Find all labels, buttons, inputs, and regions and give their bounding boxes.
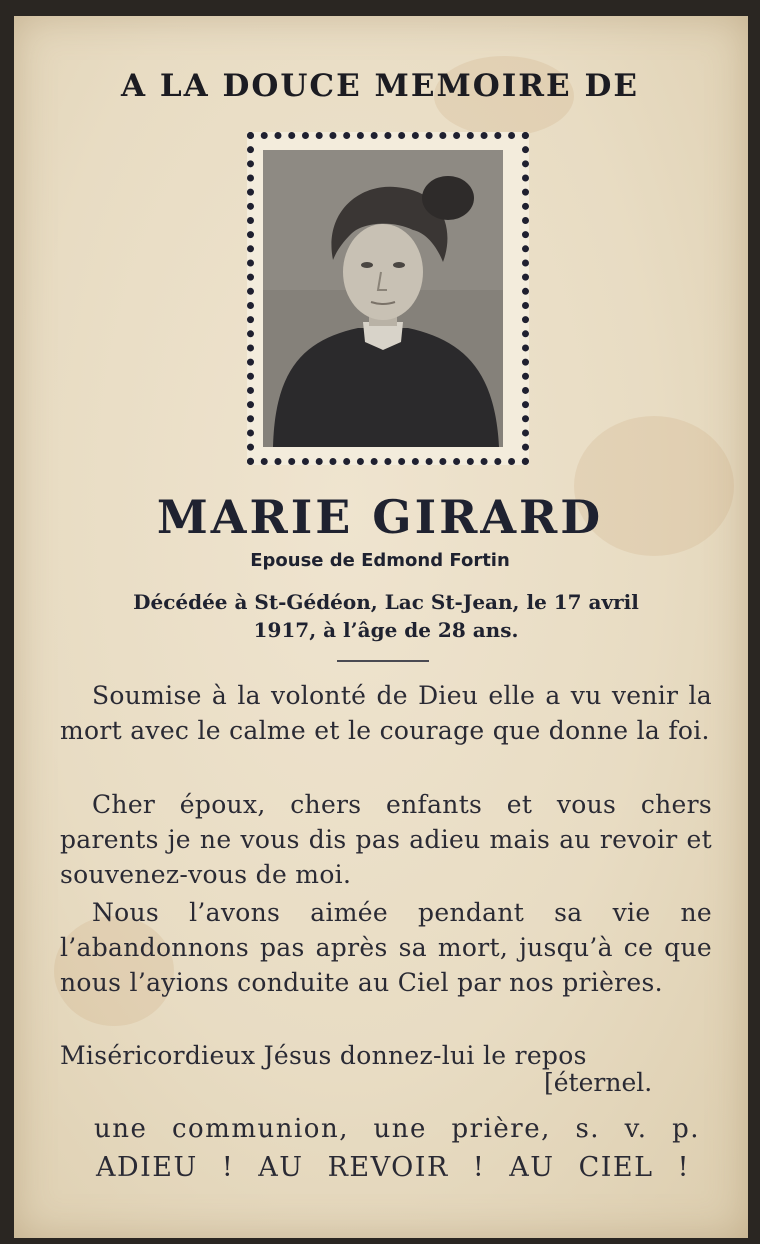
deceased-name: MARIE GIRARD: [156, 490, 604, 544]
request-line: une communion, une prière, s. v. p.: [94, 1114, 700, 1144]
death-line-1: Décédée à St-Gédéon, Lac St-Jean, le 17 avril: [133, 590, 639, 614]
portrait-photo: [263, 150, 503, 447]
death-details: [56, 588, 716, 644]
portrait-illustration: [263, 150, 503, 447]
spouse-line: Epouse de Edmond Fortin: [250, 550, 510, 571]
death-line-2: 1917, à l’âge de 28 ans.: [253, 618, 519, 642]
divider-rule: [337, 660, 429, 662]
prayer-continuation: [éternel.: [544, 1068, 653, 1097]
card-heading: A LA DOUCE MEMOIRE DE: [121, 68, 639, 104]
farewell-line: ADIEU ! AU REVOIR ! AU CIEL !: [96, 1152, 690, 1183]
prayer-line: Miséricordieux Jésus donnez-lui le repos: [60, 1041, 587, 1070]
paragraph-2: Cher époux, chers enfants et vous chers parents je ne vous dis pas adieu mais au revoir et souvenez-vous de moi.: [60, 790, 712, 889]
paragraph-3: Nous l’avons aimée pendant sa vie ne l’abandonnons pas après sa mort, jusqu’à ce que nous l’ayions conduite au Ciel par nos prières.: [60, 898, 712, 997]
paragraph-1: Soumise à la volonté de Dieu elle a vu venir la mort avec le calme et le courage que donne la foi.: [60, 681, 712, 745]
